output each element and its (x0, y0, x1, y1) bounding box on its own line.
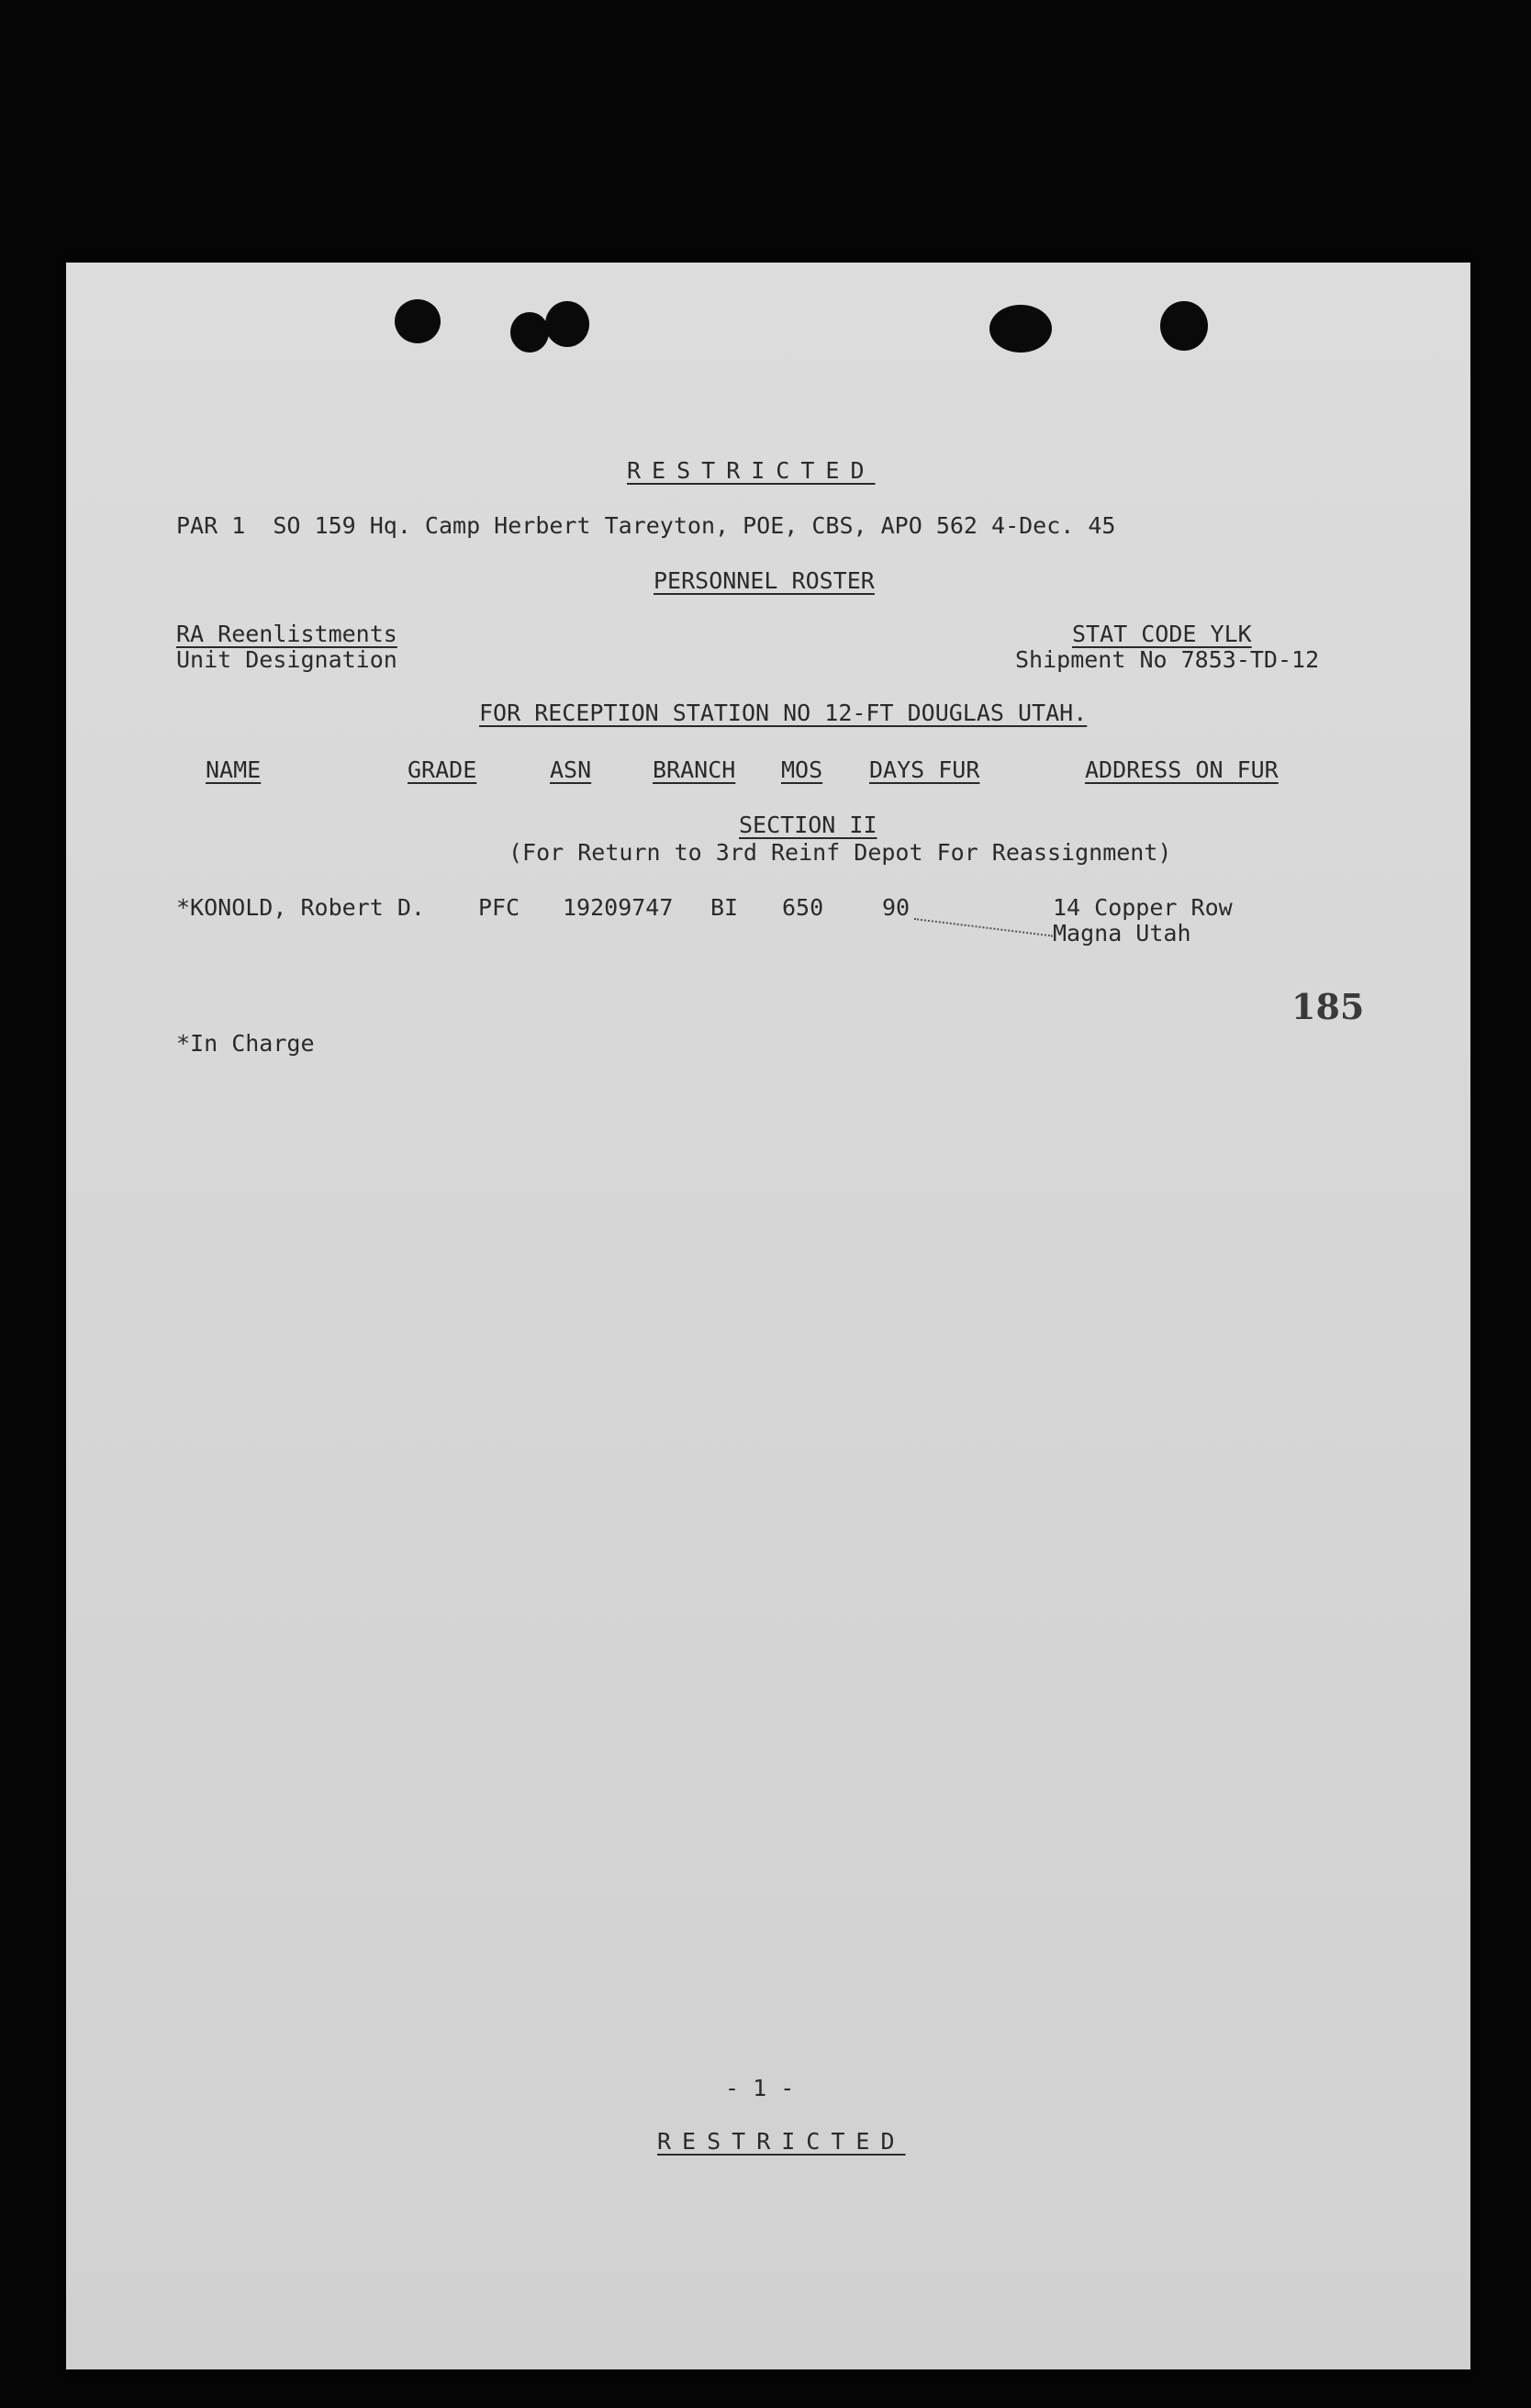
roster-asn: 19209747 (563, 894, 674, 921)
shipment-number: Shipment No 7853-TD-12 (1015, 646, 1320, 673)
roster-days-fur: 90 (882, 894, 911, 921)
column-header-days-fur: DAYS FUR (869, 756, 980, 783)
order-line: PAR 1 SO 159 Hq. Camp Herbert Tareyton, POE, CBS, APO 562 4-Dec. 45 (176, 512, 1116, 539)
roster-name: *KONOLD, Robert D. (176, 894, 425, 921)
column-header-branch: BRANCH (653, 756, 736, 783)
punch-hole (510, 312, 549, 353)
destination-line: FOR RECEPTION STATION NO 12-FT DOUGLAS UTAH. (479, 700, 1088, 726)
unit-reenlistments: RA Reenlistments (176, 621, 397, 647)
page-number: - 1 - (725, 2075, 795, 2101)
roster-branch: BI (710, 894, 739, 921)
unit-designation-label: Unit Designation (176, 646, 397, 673)
dotted-leader (914, 918, 1053, 937)
punch-hole (545, 301, 589, 347)
classification-top: RESTRICTED (627, 457, 876, 484)
roster-address-line1: 14 Copper Row (1053, 894, 1233, 921)
classification-bottom: RESTRICTED (657, 2128, 906, 2155)
roster-title: PERSONNEL ROSTER (654, 567, 875, 594)
punch-hole (1160, 301, 1208, 351)
section-subtitle: (For Return to 3rd Reinf Depot For Reassignment) (508, 839, 1172, 866)
stat-code: STAT CODE YLK (1072, 621, 1252, 647)
column-header-address: ADDRESS ON FUR (1085, 756, 1279, 783)
punch-hole (989, 305, 1052, 353)
column-header-mos: MOS (781, 756, 823, 783)
punch-hole (395, 299, 441, 343)
footnote: *In Charge (176, 1030, 315, 1057)
section-title: SECTION II (739, 812, 877, 838)
page-stamp-number: 185 (1291, 986, 1365, 1027)
roster-address-line2: Magna Utah (1053, 920, 1191, 946)
document-page (66, 263, 1470, 2369)
column-header-asn: ASN (550, 756, 592, 783)
column-header-grade: GRADE (408, 756, 477, 783)
column-header-name: NAME (206, 756, 262, 783)
roster-mos: 650 (782, 894, 824, 921)
roster-grade: PFC (478, 894, 520, 921)
